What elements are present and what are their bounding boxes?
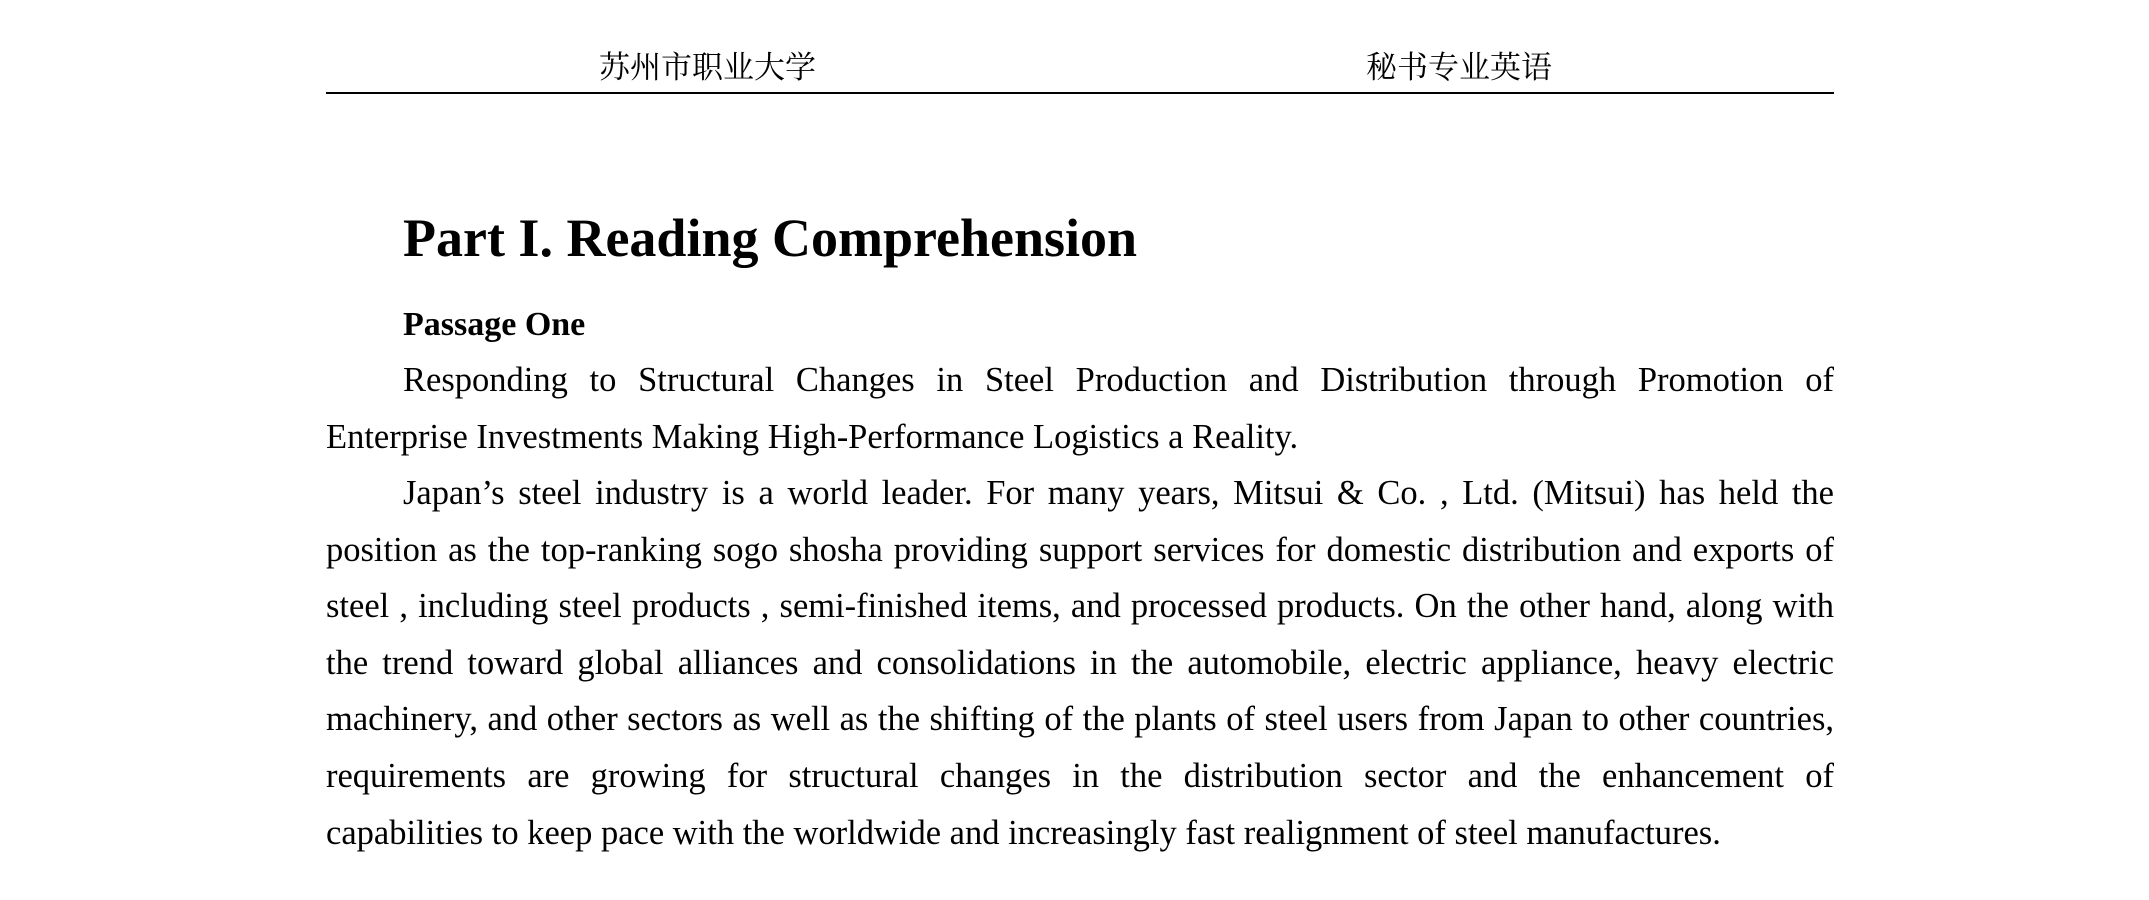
running-header xyxy=(326,46,1834,94)
passage-heading: Passage One xyxy=(403,306,586,343)
header-course: 秘书专业英语 xyxy=(1366,50,1552,85)
section-title: Part I. Reading Comprehension xyxy=(403,208,1138,268)
paragraph-title-line: Responding to Structural Changes in Steel Production and Distribution through Promotion of Enterprise Investments Making High-Performance Logistics a Reality. xyxy=(326,361,1834,456)
header-institution: 苏州市职业大学 xyxy=(599,50,816,85)
paragraph-body: Japan’s steel industry is a world leader. For many years, Mitsui & Co. , Ltd. (Mitsui) has held the position as the top-ranking sogo shosha providing support services for domestic distribution and exports of steel , including steel products , semi-finished items, and processed products. On the other hand, along with the trend toward global alliances and consolidations in the automobile, electric appliance, heavy electric machinery, and other sectors as well as the shifting of the plants of steel users from Japan to other countries, requirements are growing for structural changes in the distribution sector and the enhancement of capabilities to keep pace with the worldwide and increasingly fast realignment of steel manufactures. xyxy=(326,474,1834,852)
